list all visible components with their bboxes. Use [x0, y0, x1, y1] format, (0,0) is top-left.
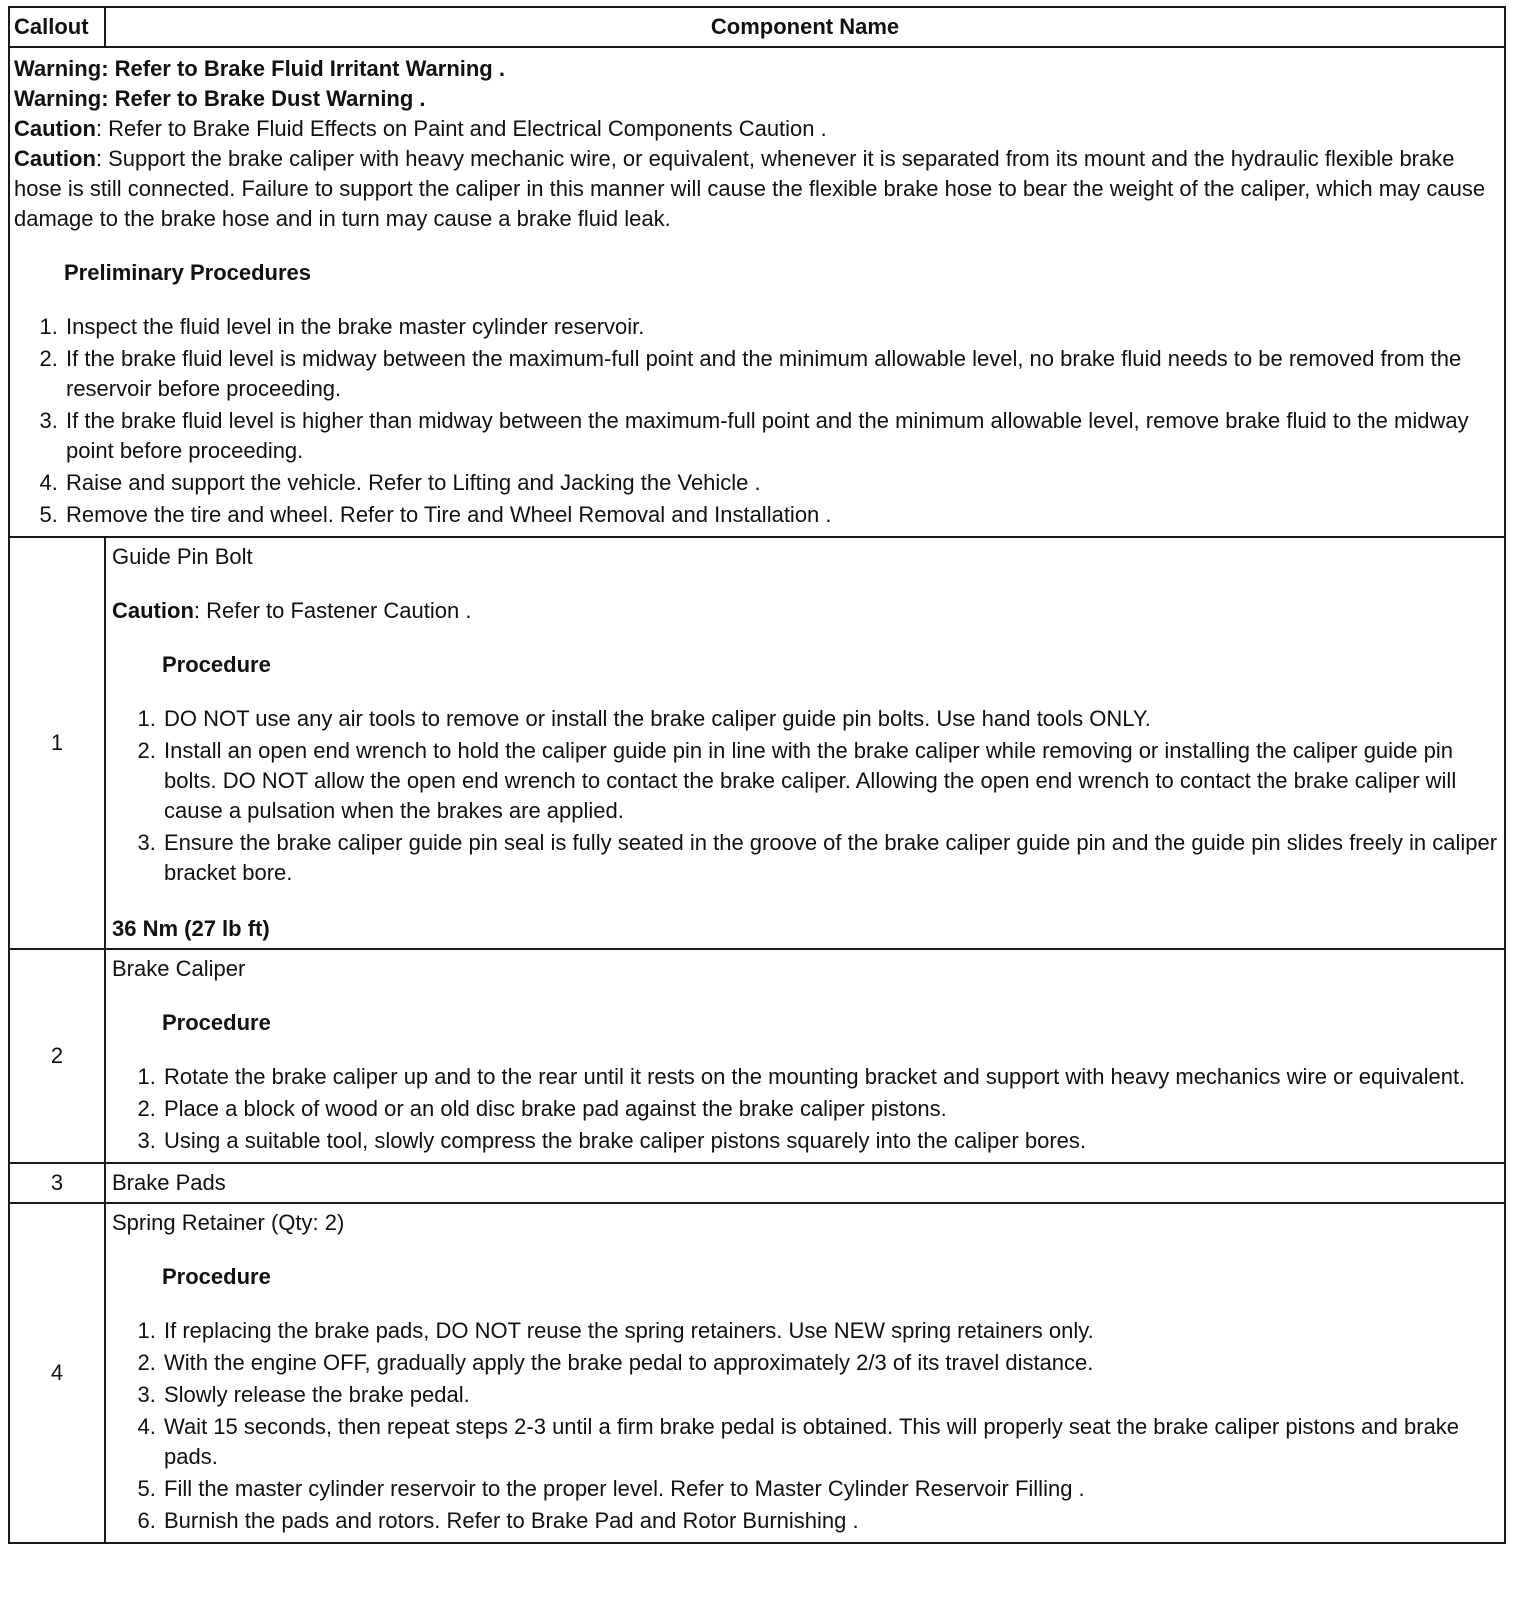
procedure-steps-list — [112, 704, 1498, 888]
torque-spec: 36 Nm (27 lb ft) — [112, 916, 270, 941]
procedure-title: Procedure — [162, 1264, 271, 1289]
table-row — [9, 1203, 1505, 1543]
component-table — [8, 6, 1506, 1544]
table-row — [9, 1163, 1505, 1203]
warning-label: Warning — [14, 86, 102, 111]
warning-brake-fluid — [14, 54, 1500, 84]
list-item: 6. Burnish the pads and rotors. Refer to Brake Pad and Rotor Burnishing . — [162, 1506, 1498, 1536]
warning-text: : Refer to Brake Dust Warning . — [101, 86, 426, 111]
table-row — [9, 949, 1505, 1163]
component-name: Spring Retainer (Qty: 2) — [112, 1210, 345, 1235]
list-item: 3. If the brake fluid level is higher than midway between the maximum-full point and the minimum allowable level, remove brake fluid to the midway point before proceeding. — [64, 406, 1500, 466]
list-item: 5. Fill the master cylinder reservoir to the proper level. Refer to Master Cylinder Reservoir Filling . — [162, 1474, 1498, 1504]
list-item: 3. Slowly release the brake pedal. — [162, 1380, 1498, 1410]
callout-number: 2 — [9, 949, 105, 1163]
list-item: 1. Rotate the brake caliper up and to the rear until it rests on the mounting bracket and support with heavy mechanics wire or equivalent. — [162, 1062, 1498, 1092]
list-item: 4. Wait 15 seconds, then repeat steps 2-3 until a firm brake pedal is obtained. This will properly seat the brake caliper pistons and brake pads. — [162, 1412, 1498, 1472]
procedure-title: Procedure — [162, 1010, 271, 1035]
list-item: 2. Install an open end wrench to hold the caliper guide pin in line with the brake caliper while removing or installing the caliper guide pin bolts. DO NOT allow the open end wrench to contact the brake caliper. Allowing the open end wrench to contact the brake caliper will cause a pulsation when the brakes are applied. — [162, 736, 1498, 826]
caution-fastener — [112, 596, 1498, 626]
procedure-title: Procedure — [162, 652, 271, 677]
list-item: 4. Raise and support the vehicle. Refer to Lifting and Jacking the Vehicle . — [64, 468, 1500, 498]
list-item: 5. Remove the tire and wheel. Refer to Tire and Wheel Removal and Installation . — [64, 500, 1500, 530]
procedure-document — [8, 6, 1506, 1544]
table-row — [9, 537, 1505, 949]
preliminary-steps-list — [14, 312, 1500, 530]
warning-label: Warning — [14, 56, 102, 81]
callout-number: 4 — [9, 1203, 105, 1543]
callout-number: 3 — [9, 1163, 105, 1203]
component-name-column-header: Component Name — [105, 7, 1505, 47]
caution-text: : Refer to Brake Fluid Effects on Paint and Electrical Components Caution . — [95, 116, 827, 141]
component-name: Guide Pin Bolt — [112, 544, 253, 569]
component-name: Brake Pads — [112, 1170, 226, 1195]
component-cell — [105, 537, 1505, 949]
component-cell — [105, 1163, 1505, 1203]
caution-caliper-support — [14, 144, 1500, 234]
list-item: 2. If the brake fluid level is midway between the maximum-full point and the minimum allowable level, no brake fluid needs to be removed from the reservoir before proceeding. — [64, 344, 1500, 404]
callout-number: 1 — [9, 537, 105, 949]
list-item: 1. DO NOT use any air tools to remove or install the brake caliper guide pin bolts. Use hand tools ONLY. — [162, 704, 1498, 734]
list-item: 1. If replacing the brake pads, DO NOT reuse the spring retainers. Use NEW spring retainers only. — [162, 1316, 1498, 1346]
component-name: Brake Caliper — [112, 956, 246, 981]
warning-brake-dust — [14, 84, 1500, 114]
list-item: 3. Using a suitable tool, slowly compress the brake caliper pistons squarely into the caliper bores. — [162, 1126, 1498, 1156]
list-item: 2. Place a block of wood or an old disc brake pad against the brake caliper pistons. — [162, 1094, 1498, 1124]
list-item: 3. Ensure the brake caliper guide pin seal is fully seated in the groove of the brake caliper guide pin and the guide pin slides freely in caliper bracket bore. — [162, 828, 1498, 888]
caution-label: Caution — [14, 146, 96, 171]
list-item: 2. With the engine OFF, gradually apply the brake pedal to approximately 2/3 of its travel distance. — [162, 1348, 1498, 1378]
preliminary-procedures-title: Preliminary Procedures — [64, 260, 312, 285]
caution-paint — [14, 114, 1500, 144]
caution-label: Caution — [14, 116, 96, 141]
intro-cell — [9, 47, 1505, 537]
component-cell — [105, 1203, 1505, 1543]
component-cell — [105, 949, 1505, 1163]
intro-row — [9, 47, 1505, 537]
procedure-steps-list — [112, 1062, 1498, 1156]
caution-text: : Support the brake caliper with heavy mechanic wire, or equivalent, whenever it is separated from its mount and the hydraulic flexible brake hose is still connected. Failure to support the caliper in this manner will cause the flexible brake hose to bear the weight of the caliper, which may cause damage to the brake hose and in turn may cause a brake fluid leak. — [14, 146, 1486, 231]
list-item: 1. Inspect the fluid level in the brake master cylinder reservoir. — [64, 312, 1500, 342]
caution-label: Caution — [112, 598, 194, 623]
callout-column-header: Callout — [9, 7, 105, 47]
procedure-steps-list — [112, 1316, 1498, 1536]
warning-text: : Refer to Brake Fluid Irritant Warning . — [101, 56, 505, 81]
table-header-row — [9, 7, 1505, 47]
caution-text: : Refer to Fastener Caution . — [193, 598, 472, 623]
